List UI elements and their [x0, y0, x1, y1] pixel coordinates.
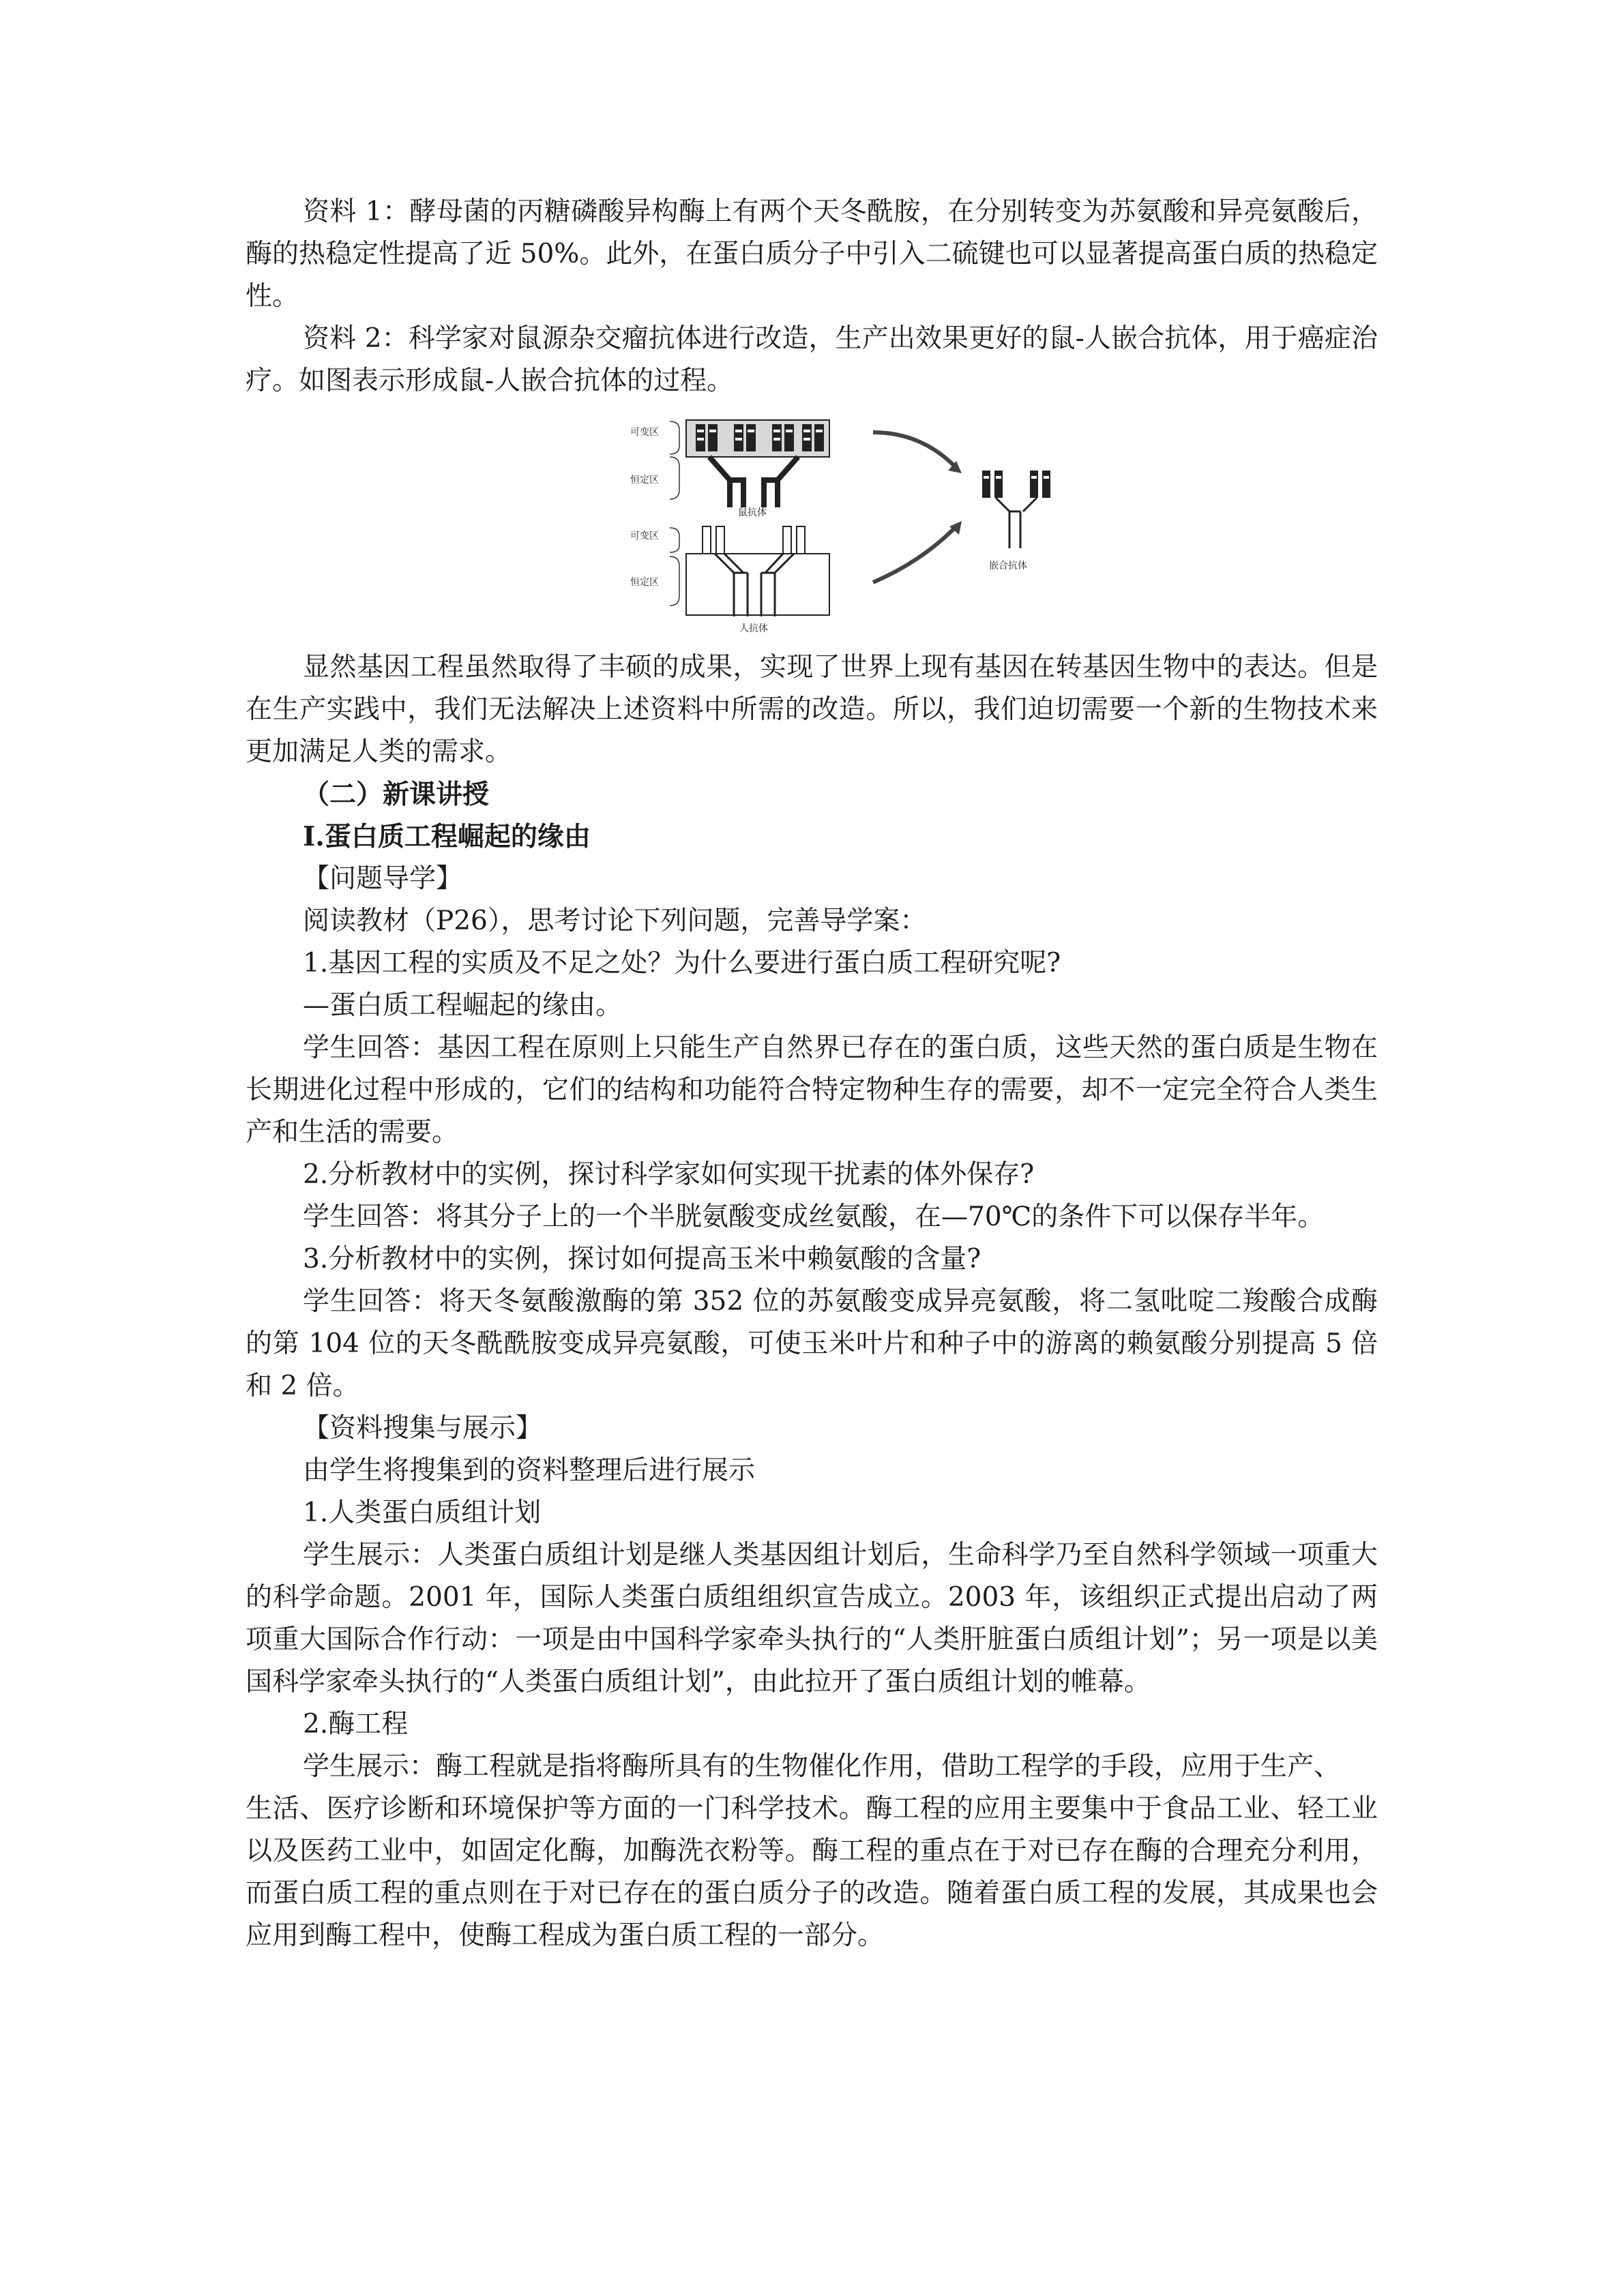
- item-2-content-continued: 生活、医疗诊断和环境保护等方面的一门科学技术。酶工程的应用主要集中于食品工业、轻工业以及医药工业中，如固定化酶，加酶洗衣粉等。酶工程的重点在于对已存在酶的合理充分利用，而蛋白质工程的重点则在于对已存在的蛋白质分子的改造。随着蛋白质工程的发展，其成果也会应用到酶工程中，使酶工程成为蛋白质工程的一部分。: [246, 1793, 1378, 1951]
- arrow-top: [873, 432, 955, 466]
- paragraph-guide-intro: 阅读教材（P26），思考讨论下列问题，完善导学案：: [303, 906, 927, 936]
- chimeric-antibody-figure: [628, 412, 1105, 637]
- label-human-antibody: 人抗体: [739, 623, 768, 634]
- answer-3: 学生回答：将天冬氨酸激酶的第 352 位的苏氨酸变成异亮氨酸，将二氢吡啶二羧酸合成酶的第 104 位的天冬酰酰胺变成异亮氨酸，可使玉米叶片和种子中的游离的赖氨酸分别提高 5 倍和 2 倍。: [246, 1286, 1378, 1401]
- subsection-heading: Ⅰ.蛋白质工程崛起的缘由: [303, 821, 591, 852]
- human-constant-box: [686, 554, 829, 615]
- item-1-content: 学生展示：人类蛋白质组计划是继人类基因组计划后，生命科学乃至自然科学领域一项重大的科学命题。2001 年，国际人类蛋白质组组织宣告成立。2003 年，该组织正式提出启动了两项重大国际合作行动：一项是由中国科学家牵头执行的“人类肝脏蛋白质组计划”；另一项是以美国科学家牵头执行的“人类蛋白质组计划”，由此拉开了蛋白质组计划的帷幕。: [246, 1540, 1378, 1697]
- label-constant-bottom: 恒定区: [630, 577, 659, 588]
- item-2-content-start: 学生展示：酶工程就是指将酶所具有的生物催化作用，借助工程学的手段，应用于生产、: [303, 1751, 1341, 1782]
- document-page: [246, 191, 1378, 1957]
- item-2-title: 2.酶工程: [303, 1709, 409, 1740]
- arrow-bottom: [873, 528, 955, 582]
- label-variable-top: 可变区: [630, 427, 659, 438]
- answer-2: 学生回答：将其分子上的一个半胱氨酸变成丝氨酸，在—70℃的条件下可以保存半年。: [303, 1202, 1325, 1232]
- human-antibody: [703, 526, 805, 616]
- chimeric-antibody: [982, 471, 1050, 548]
- answer-1: 学生回答：基因工程在原则上只能生产自然界已存在的蛋白质，这些天然的蛋白质是生物在长期进化过程中形成的，它们的结构和功能符合特定物种生存的需要，却不一定完全符合人类生产和生活的需要。: [246, 1032, 1378, 1148]
- question-1: 1.基因工程的实质及不足之处？为什么要进行蛋白质工程研究呢?: [303, 948, 1061, 979]
- label-problem-guide: 【问题导学】: [303, 863, 463, 894]
- question-3: 3.分析教材中的实例，探讨如何提高玉米中赖氨酸的含量?: [303, 1244, 981, 1274]
- collection-intro: 由学生将搜集到的资料整理后进行展示: [303, 1455, 756, 1486]
- paragraph-material-1: 资料 1：酵母菌的丙糖磷酸异构酶上有两个天冬酰胺，在分别转变为苏氨酸和异亮氨酸后，酶的热稳定性提高了近 50%。此外，在蛋白质分子中引入二硫键也可以显著提高蛋白质的热稳定性。: [246, 196, 1378, 312]
- section-heading: （二）新课讲授: [303, 779, 490, 810]
- paragraph-conclusion: 显然基因工程虽然取得了丰硕的成果，实现了世界上现有基因在转基因生物中的表达。但是在生产实践中，我们无法解决上述资料中所需的改造。所以，我们迫切需要一个新的生物技术来更加满足人类的需求。: [246, 652, 1378, 767]
- label-constant-top: 恒定区: [630, 475, 659, 486]
- item-1-title: 1.人类蛋白质组计划: [303, 1497, 542, 1528]
- question-2: 2.分析教材中的实例，探讨科学家如何实现干扰素的体外保存?: [303, 1159, 1035, 1190]
- label-variable-bottom: 可变区: [630, 531, 659, 541]
- label-chimeric-antibody: 嵌合抗体: [989, 561, 1027, 571]
- label-material-collection: 【资料搜集与展示】: [303, 1413, 543, 1444]
- antibody-diagram: [628, 412, 1105, 637]
- question-1-note: —蛋白质工程崛起的缘由。: [303, 990, 623, 1021]
- label-mouse-antibody: 鼠抗体: [738, 507, 767, 518]
- paragraph-material-2: 资料 2：科学家对鼠源杂交瘤抗体进行改造，生产出效果更好的鼠-人嵌合抗体，用于癌症治疗。如图表示形成鼠-人嵌合抗体的过程。: [246, 323, 1378, 396]
